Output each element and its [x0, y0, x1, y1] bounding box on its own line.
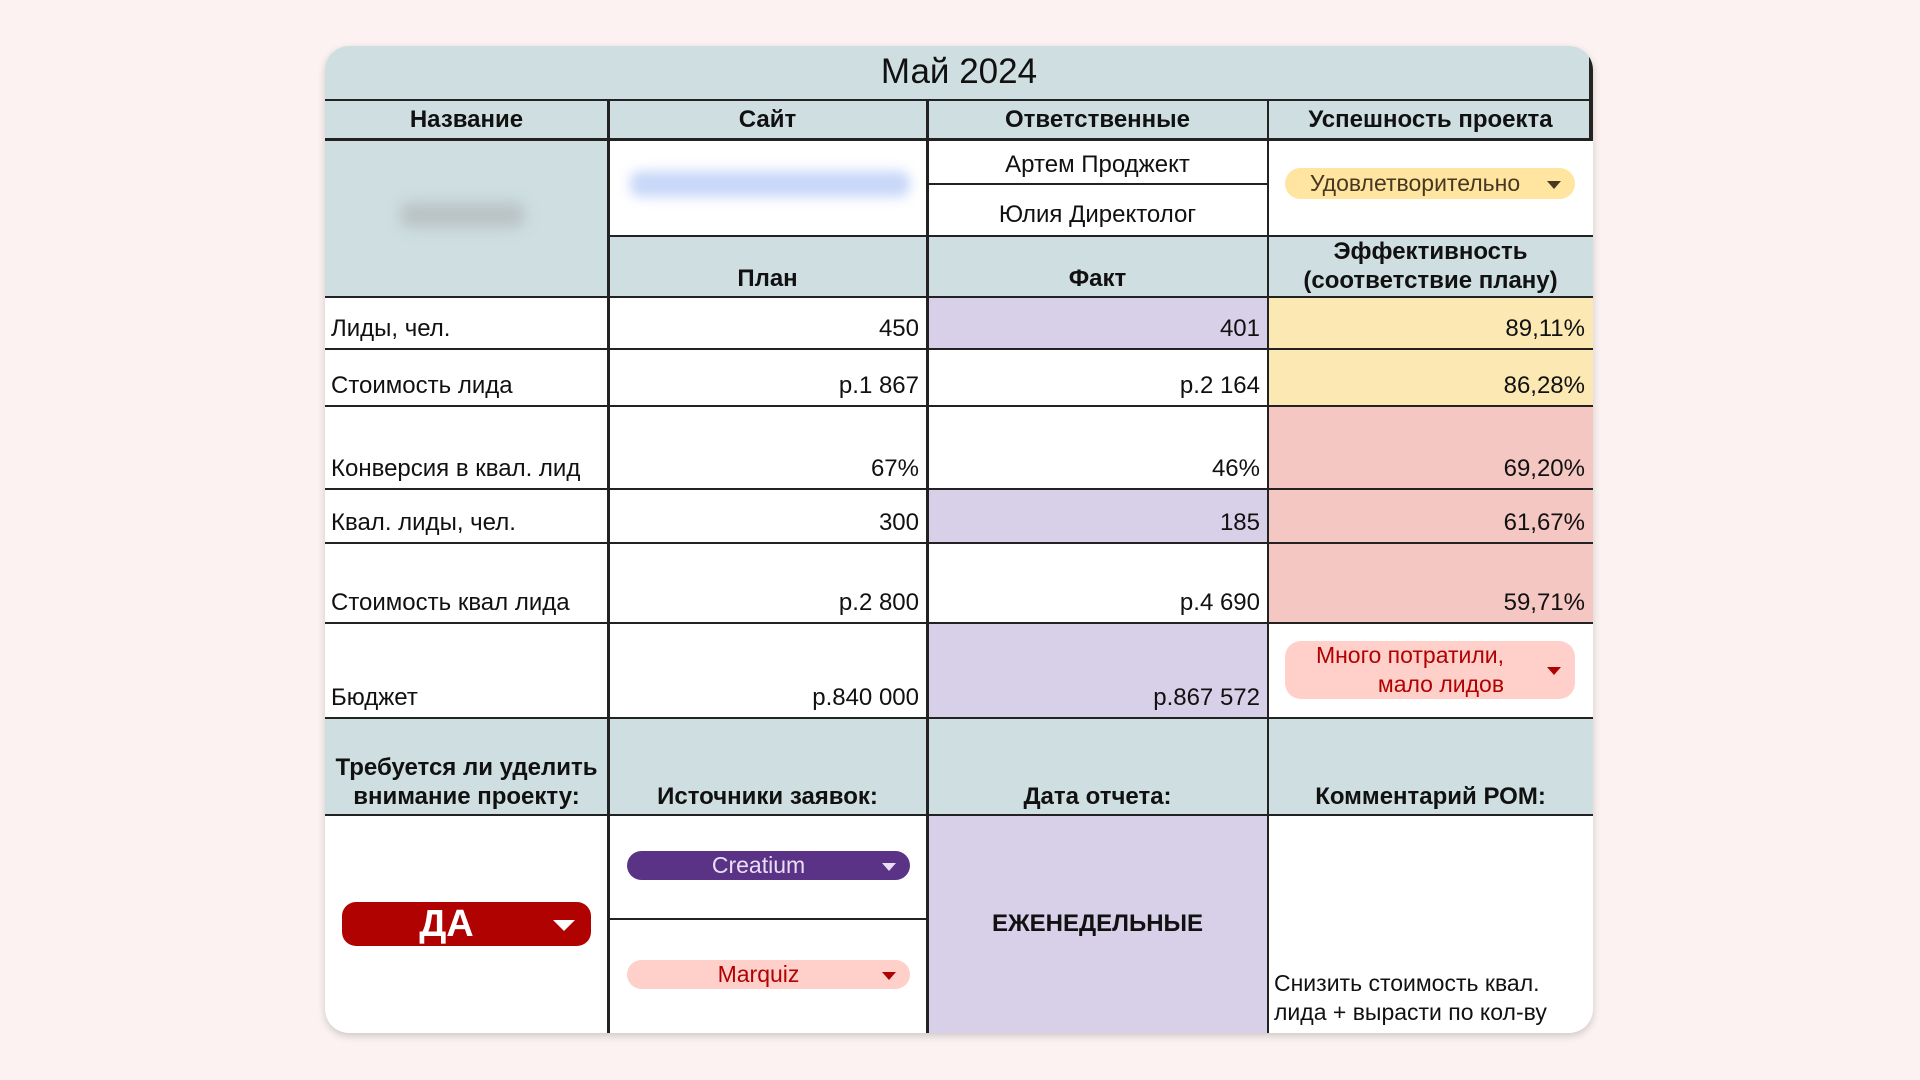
chevron-down-icon [1547, 181, 1561, 189]
row-fact: р.2 164 [1179, 372, 1260, 399]
row-fact: р.4 690 [1179, 589, 1260, 616]
source-dropdown-creatium[interactable] [627, 851, 910, 880]
row-efficiency: 59,71% [1268, 543, 1593, 623]
grid-line [325, 622, 1593, 624]
source-dropdown-marquiz[interactable] [627, 960, 910, 989]
budget-status-line-2: мало лидов [1377, 671, 1505, 697]
report-date-value: ЕЖЕНЕДЕЛЬНЫЕ [927, 815, 1268, 1033]
grid-line [325, 348, 1593, 350]
header-comment: Комментарий РОМ: [1268, 718, 1593, 815]
attention-line-1: Требуется ли уделить [335, 754, 598, 781]
budget-status-line-1: Много потратили, [1315, 642, 1505, 668]
grid-line [325, 99, 1593, 101]
chevron-down-icon [553, 920, 575, 931]
header-success: Успешность проекта [1268, 100, 1593, 140]
row-plan: 67% [870, 455, 919, 482]
chevron-down-icon [882, 863, 896, 871]
comment-line-2: лида + вырасти по кол-ву [1274, 999, 1547, 1025]
sources-cell [608, 815, 927, 1033]
chevron-down-icon [882, 972, 896, 980]
row-plan: 300 [878, 509, 919, 536]
report-card [325, 46, 1593, 1033]
row-fact: 401 [927, 297, 1268, 349]
responsible-1: Артем Проджект [1005, 151, 1190, 178]
subheader-plan: План [608, 236, 927, 297]
project-name-cell [325, 140, 608, 297]
success-dropdown[interactable] [1285, 168, 1575, 199]
grid-line [325, 542, 1593, 544]
blurred-site-link[interactable] [630, 171, 910, 197]
row-label: Стоимость квал лида [331, 589, 570, 616]
row-label: Квал. лиды, чел. [331, 509, 516, 536]
row-efficiency: 61,67% [1268, 489, 1593, 543]
attention-value: ДА [419, 902, 474, 945]
comment-cell[interactable] [1268, 815, 1593, 1033]
header-site: Сайт [608, 100, 927, 140]
grid-line [325, 405, 1593, 407]
row-fact: 46% [1211, 455, 1260, 482]
header-sources: Источники заявок: [608, 718, 927, 815]
row-efficiency: 89,11% [1268, 297, 1593, 349]
row-fact: р.867 572 [927, 623, 1268, 718]
report-title: Май 2024 [325, 46, 1593, 100]
grid-line [1267, 100, 1269, 1033]
efficiency-line-1: Эффективность [1333, 238, 1528, 265]
row-label: Конверсия в квал. лид [331, 455, 581, 482]
budget-status-dropdown[interactable] [1285, 641, 1575, 699]
row-efficiency: 86,28% [1268, 349, 1593, 406]
row-plan: р.2 800 [838, 589, 919, 616]
row-plan: р.840 000 [812, 684, 919, 711]
subheader-fact: Факт [927, 236, 1268, 297]
site-cell[interactable] [608, 140, 927, 236]
grid-line [325, 488, 1593, 490]
header-responsible: Ответственные [927, 100, 1268, 140]
attention-line-2: внимание проекту: [353, 783, 580, 810]
attention-dropdown[interactable] [342, 902, 591, 946]
row-plan: 450 [878, 315, 919, 342]
grid-line [927, 183, 1268, 185]
blurred-project-name [400, 202, 525, 228]
source-label: Marquiz [717, 961, 800, 987]
header-report-date: Дата отчета: [927, 718, 1268, 815]
grid-line [325, 138, 1593, 141]
row-label: Бюджет [331, 684, 418, 711]
grid-line [926, 100, 929, 1033]
comment-line-1: Снизить стоимость квал. [1274, 970, 1540, 996]
grid-line [607, 100, 610, 1033]
row-label: Стоимость лида [331, 372, 513, 399]
grid-line [325, 717, 1593, 719]
grid-line [608, 918, 927, 920]
grid-line [325, 814, 1593, 816]
budget-status-text [1316, 641, 1504, 699]
responsible-2: Юлия Директолог [998, 201, 1197, 228]
row-efficiency: 69,20% [1268, 406, 1593, 489]
subheader-efficiency [1268, 236, 1593, 297]
source-label: Creatium [711, 852, 806, 878]
row-label: Лиды, чел. [331, 315, 451, 342]
header-name: Название [325, 100, 608, 140]
grid-line [325, 296, 1593, 298]
efficiency-line-2: (соответствие плану) [1303, 267, 1558, 294]
row-fact: 185 [927, 489, 1268, 543]
success-dropdown-label: Удовлетворительно [1309, 170, 1521, 196]
grid-line [608, 235, 1593, 237]
chevron-down-icon [1547, 667, 1561, 675]
grid-line [1589, 56, 1593, 140]
header-attention [325, 718, 608, 815]
row-plan: р.1 867 [838, 372, 919, 399]
